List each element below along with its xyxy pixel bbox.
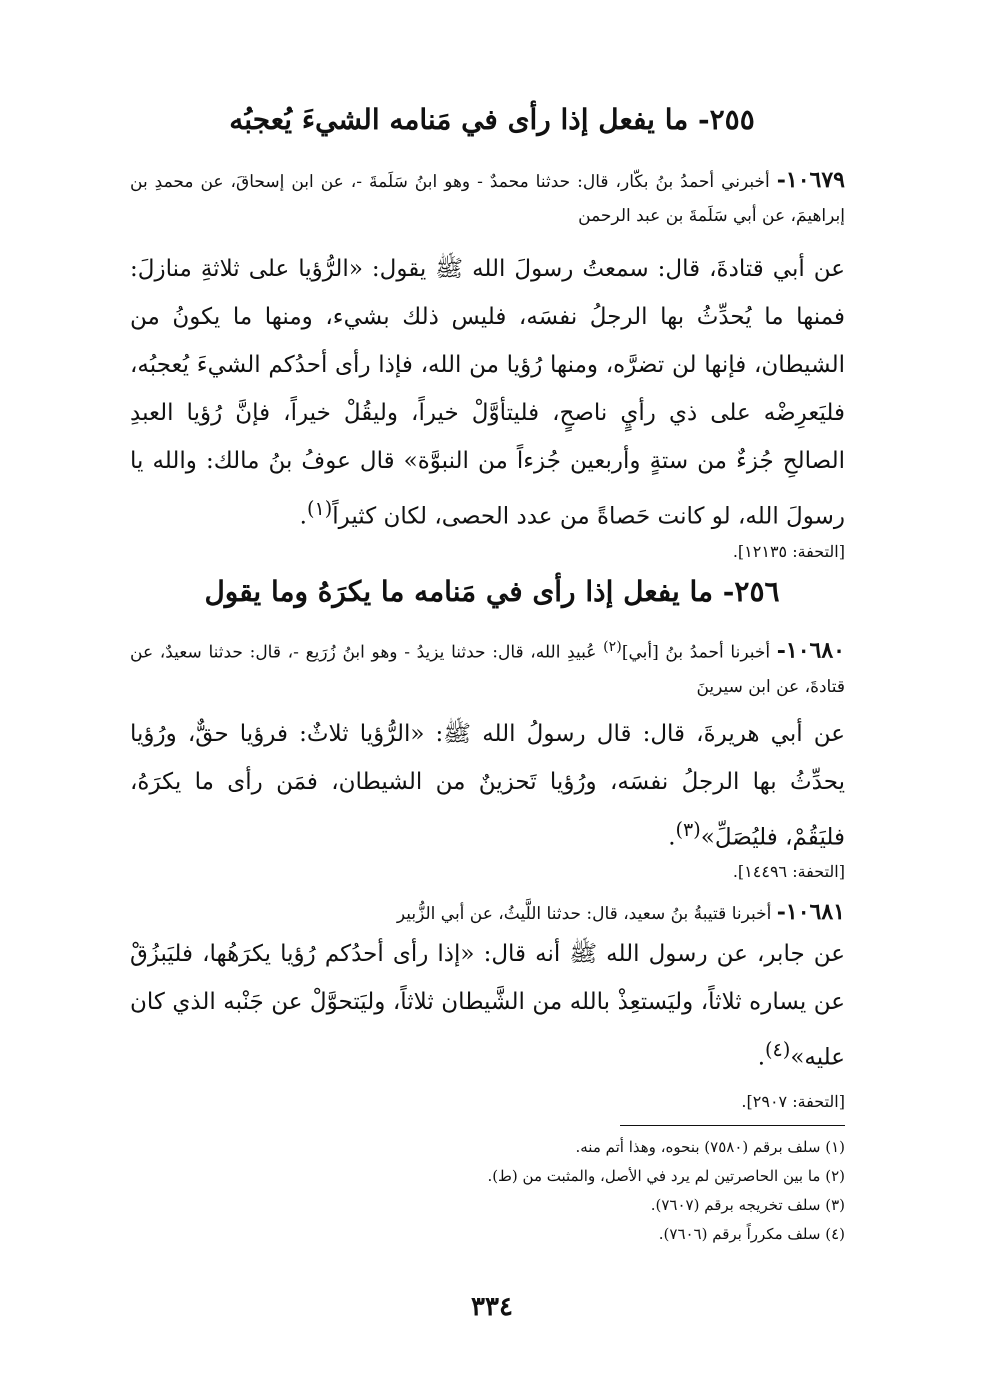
footnote-marker: (٣): [675, 818, 701, 841]
hadith-10680-isnad: ١٠٦٨٠- أخبرنا أحمدُ بنُ [أبي]$^{(٢)}$ عُبيدِ الله، قال: حدثنا يزيدُ - وهو ابنُ زُرَيع -، قال: حدثنا سعيدٌ، عن قتادةَ، عن ابن سيرينَ: [130, 637, 845, 697]
hadith-10680-matn: عن أبي هريرةَ، قال: قال رسولُ الله ﷺ: «الرُّؤيا ثلاثٌ: فرؤيا حقٌّ، ورُؤيا يحدِّثُ بها الرجلُ نفسَه، ورُؤيا تَحزينٌ من الشيطان، فمَن رأى ما يكرَهُ، فليَقُمْ، فليُصَلِّ»$^{(٣)}$.: [130, 721, 845, 851]
footnote-3: (٣) سلف تخريجه برقم (٧٦٠٧).: [650, 1196, 845, 1214]
footnote-marker: (٤): [765, 1038, 791, 1061]
chapter-256-title: ٢٥٦- ما يفعل إذا رأى في مَنامه ما يكرَهُ وما يقول: [204, 575, 780, 608]
tuhfa-reference: [التحفة: ٢٩٠٧].: [741, 1092, 845, 1111]
isnad-text: أخبرني أحمدُ بنُ بكّار، قال: حدثنا محمدٌ - وهو ابنُ سَلَمةَ -، عن ابن إسحاقَ، عن محمدِ بن إبراهيمَ، عن أبي سَلَمةَ بن عبد الرحمن: [130, 172, 845, 226]
footnote-1: (١) سلف برقم (٧٥٨٠) بنحوه، وهذا أتم منه.: [575, 1138, 845, 1156]
matn-text: عن جابر، عن رسول الله ﷺ أنه قال: «إذا رأى أحدُكم رُؤيا يكرَهُها، فليَبزُقْ عن يساره ثلاثاً، وليَستعِذْ بالله من الشَّيطان ثلاثاً، وليَتحوَّلْ عن جَنْبه الذي كان عليه»: [130, 941, 845, 1071]
tuhfa-reference: [التحفة: ١٢١٣٥].: [732, 542, 845, 561]
footnote-divider: [620, 1125, 845, 1126]
page-number: ٣٣٤: [471, 1292, 513, 1322]
footnote-marker: (١): [306, 497, 333, 520]
hadith-10679-matn: عن أبي قتادةَ، قال: سمعتُ رسولَ الله ﷺ يقول: «الرُّؤيا على ثلاثةِ منازلَ: فمنها ما يُحدِّثُ بها الرجلُ نفسَه، فليس ذلك بشيء، ومنها ما يكونُ من الشيطان، فإنها لن تضرَّه، ومنها رُؤيا من الله، فإذا رأى أحدُكم الشيءَ يُعجبُه، فليَعرِضْه على ذي رأيٍ ناصحٍ، فليتأوَّلْ خيراً، وليقُلْ خيراً، فإنَّ رُؤيا العبدِ الصالحِ جُزءٌ من ستةٍ وأربعين جُزءاً من النبوَّة» قال عوفُ بنُ مالك: والله يا رسولَ الله، لو كانت حَصاةً من عدد الحصى، لكان كثيراً$^{(١)}$.: [130, 256, 845, 530]
chapter-255-title: ٢٥٥- ما يفعل إذا رأى في مَنامه الشيءَ يُعجبُه: [229, 103, 755, 136]
hadith-number: ١٠٦٨٠-: [776, 637, 845, 664]
hadith-10681-matn: عن جابر، عن رسول الله ﷺ أنه قال: «إذا رأى أحدُكم رُؤيا يكرَهُها، فليَبزُقْ عن يساره ثلاثاً، وليَستعِذْ بالله من الشَّيطان ثلاثاً، وليَتحوَّلْ عن جَنْبه الذي كان عليه»$^{(٤)}$.: [130, 941, 845, 1071]
tuhfa-reference: [التحفة: ١٤٤٩٦].: [732, 862, 845, 881]
footnote-marker: (٢): [603, 639, 622, 655]
hadith-number: ١٠٦٧٩-: [776, 167, 845, 193]
hadith-10681-isnad: [130, 895, 845, 931]
matn-text: عن أبي قتادةَ، قال: سمعتُ رسولَ الله ﷺ يقول: «الرُّؤيا على ثلاثةِ منازلَ: فمنها ما يُحدِّثُ بها الرجلُ نفسَه، فليس ذلك بشيء، ومنها ما يكونُ من الشيطان، فإنها لن تضرَّه، ومنها رُؤيا من الله، فإذا رأى أحدُكم الشيءَ يُعجبُه، فليَعرِضْه على ذي رأيٍ ناصحٍ، فليتأوَّلْ خيراً، وليقُلْ خيراً، فإنَّ رُؤيا العبدِ الصالحِ جُزءٌ من ستةٍ وأربعين جُزءاً من النبوَّة» قال عوفُ بنُ مالك: والله يا رسولَ الله، لو كانت حَصاةً من عدد الحصى، لكان كثيراً: [130, 256, 845, 530]
footnote-2: (٢) ما بين الحاصرتين لم يرد في الأصل، والمثبت من (ط).: [487, 1167, 845, 1185]
hadith-10679-isnad: [130, 163, 845, 233]
hadith-number: ١٠٦٨١-: [776, 899, 845, 925]
matn-text: عن أبي هريرةَ، قال: قال رسولُ الله ﷺ: «الرُّؤيا ثلاثٌ: فرؤيا حقٌّ، ورُؤيا يحدِّثُ بها الرجلُ نفسَه، ورُؤيا تَحزينٌ من الشيطان، فمَن رأى ما يكرَهُ، فليَقُمْ، فليُصَلِّ»: [130, 721, 845, 851]
footnotes: [130, 1133, 845, 1249]
isnad-text: أخبرنا قتيبةُ بنُ سعيد، قال: حدثنا اللَّيثُ، عن أبي الزُّبير: [396, 904, 777, 924]
footnote-4: (٤) سلف مكرراً برقم (٧٦٠٦).: [658, 1225, 845, 1243]
